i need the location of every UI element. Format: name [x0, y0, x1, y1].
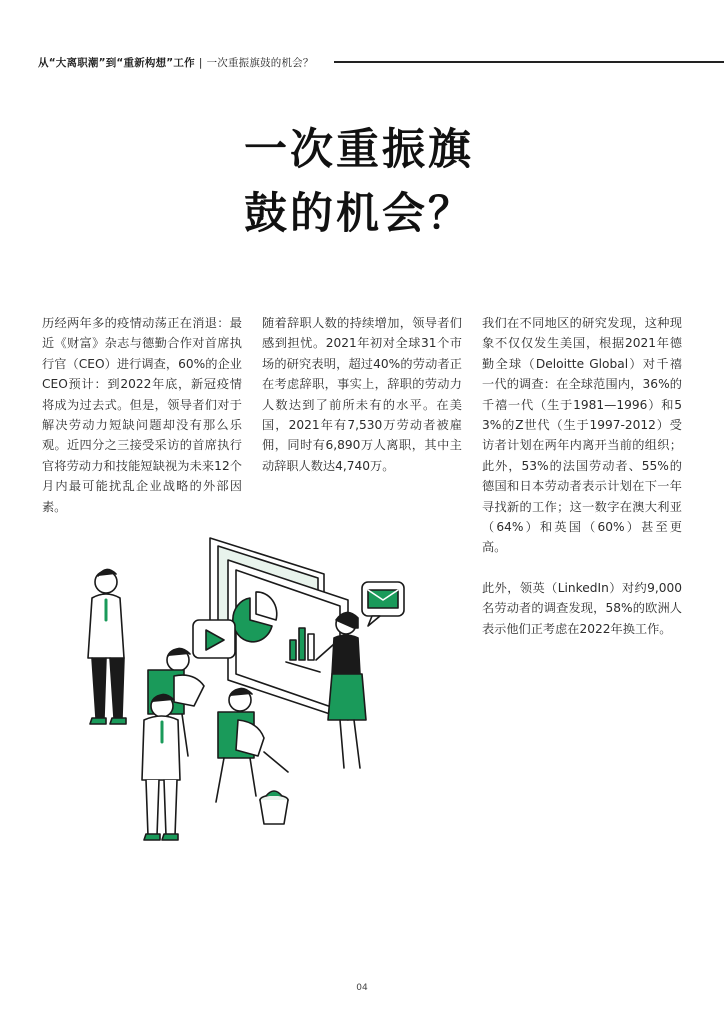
header-text: [38, 55, 314, 70]
standing-man-front-figure: [142, 694, 180, 840]
page-header: [38, 53, 724, 71]
text-column-1: [42, 313, 242, 517]
header-breadcrumb: 从“大离职潮”到“重新构想”工作: [38, 56, 195, 69]
office-meeting-illustration: [78, 520, 418, 850]
seated-person-figure: [216, 688, 288, 802]
paragraph: 随着辞职人数的持续增加，领导者们感到担忧。2021年初对全球31个市场的研究表明，超过40%的劳动者正在考虑辞职，事实上，辞职的劳动力人数达到了前所未有的水平。在美国，2021年有7,530万劳动者被雇佣，同时有6,890万人离职，其中主动辞职人数达4,740万。: [262, 316, 462, 473]
paragraph: 此外，领英（LinkedIn）对约9,000名劳动者的调查发现，58%的欧洲人表示他们正考虑在2022年换工作。: [482, 580, 682, 636]
bin-icon: [260, 791, 288, 824]
mail-bubble-icon: [362, 582, 404, 626]
text-column-3: [482, 313, 682, 639]
page-number: 04: [356, 983, 368, 993]
header-rule: [334, 61, 724, 63]
text-column-2: [262, 313, 462, 476]
play-icon: [193, 620, 235, 658]
header-separator: |: [198, 56, 203, 69]
page-title: [244, 118, 544, 246]
paragraph: 我们在不同地区的研究发现，这种现象不仅仅发生美国，根据2021年德勤全球（Deloitte Global）对千禧一代的调查：在全球范围内，36%的千禧一代（生于1981—1996）和53%的Z世代（生于1997-2012）受访者计划在两年内离开当前的组织；此外，53%的法国劳动者、55%的德国和日本劳动者表示计划在下一年寻找新的工作；这一数字在澳大利亚（64%）和英国（60%）甚至更高。: [482, 316, 682, 555]
header-section: 一次重振旗鼓的机会？: [206, 56, 314, 69]
title-line-1: 一次重振旗: [244, 125, 474, 175]
paragraph: 历经两年多的疫情动荡正在消退：最近《财富》杂志与德勤合作对首席执行官（CEO）进行调查，60%的企业CEO预计：到2022年底，新冠疫情将成为过去式。但是，领导者们对于解决劳动力短缺问题却没有那么乐观。近四分之三接受采访的首席执行官将劳动力和技能短缺视为未来12个月内最可能扰乱企业战略的外部因素。: [42, 316, 242, 514]
title-line-2: 鼓的机会？: [244, 189, 474, 239]
standing-man-figure: [88, 569, 126, 724]
